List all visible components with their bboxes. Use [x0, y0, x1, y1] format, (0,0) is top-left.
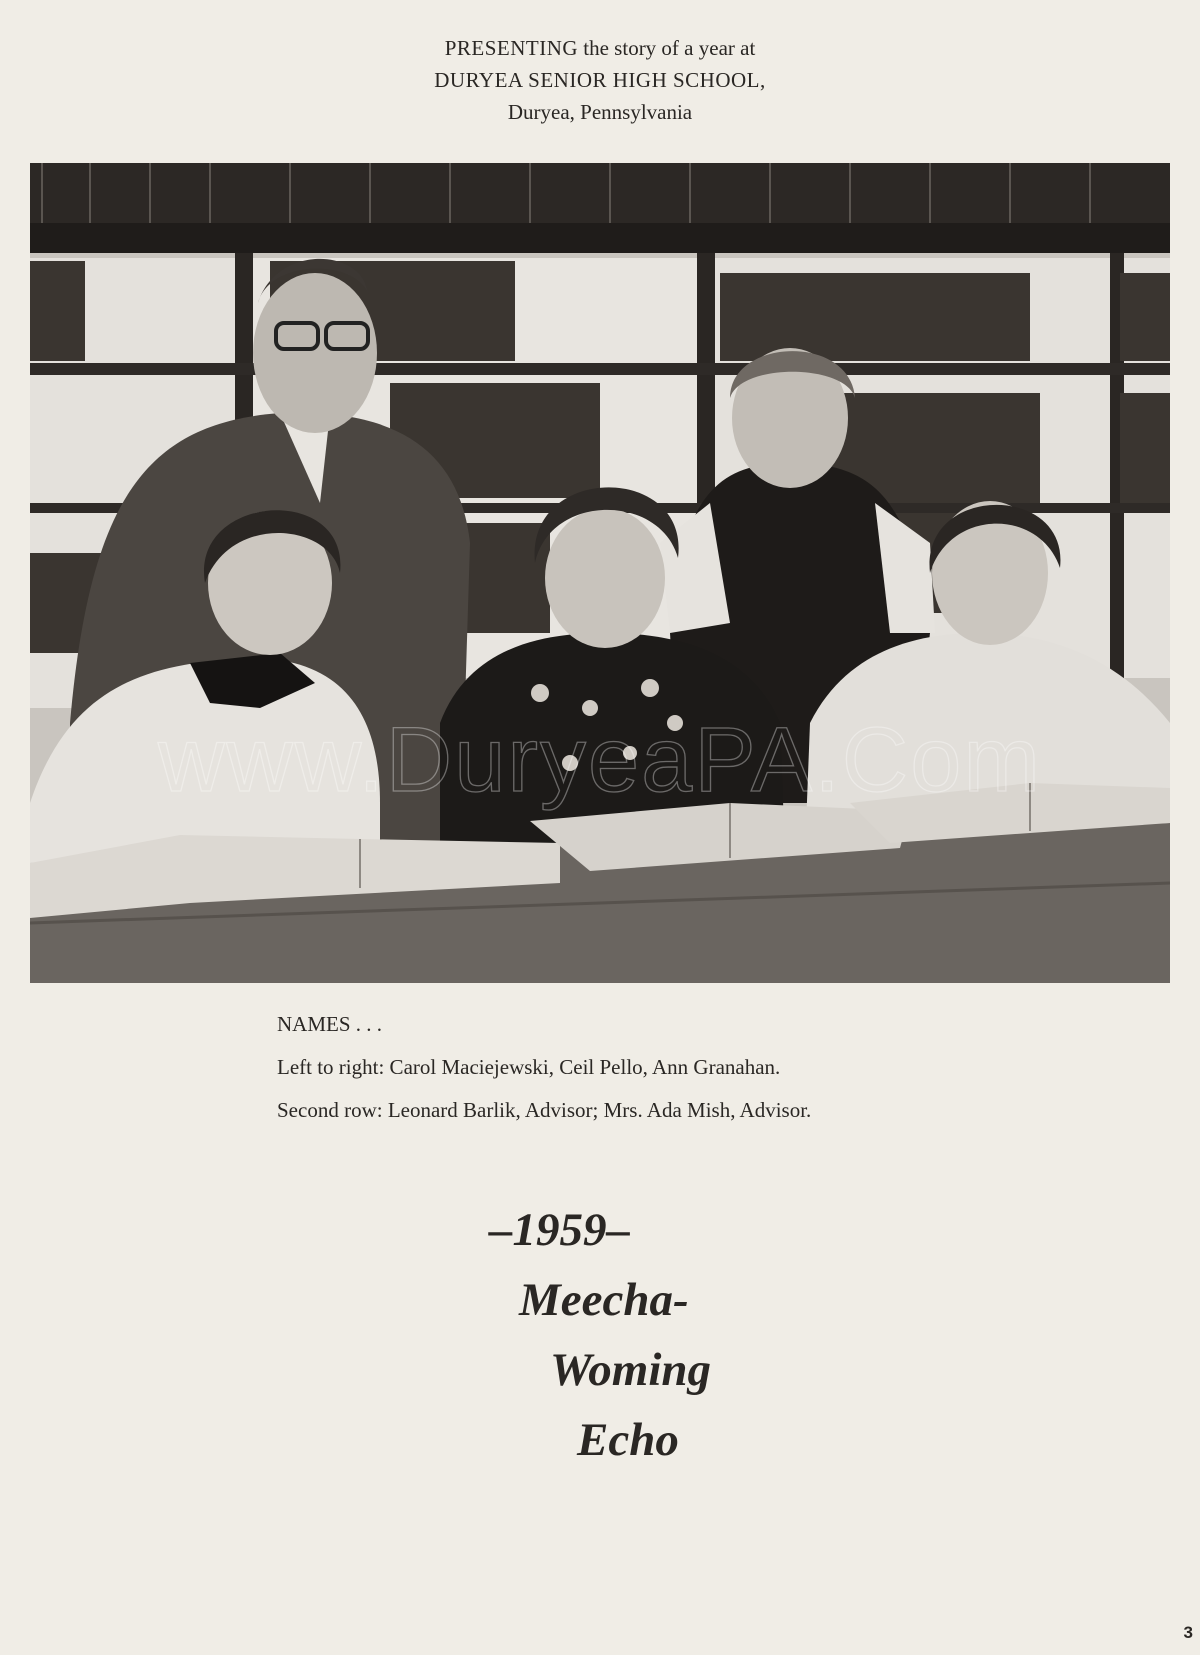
photo-watermark: www.DuryeaPA.Com — [157, 709, 1043, 811]
page-header — [0, 32, 1200, 128]
photo-illustration — [30, 163, 1170, 983]
title-year: –1959– — [489, 1204, 630, 1256]
group-photo — [30, 163, 1170, 983]
header-location: Duryea, Pennsylvania — [507, 100, 693, 124]
caption-heading: NAMES . . . — [277, 1012, 383, 1036]
caption-row-1: Left to right: Carol Maciejewski, Ceil Pello, Ann Granahan. — [277, 1055, 781, 1079]
header-line-1-rest: the story of a year at — [578, 36, 756, 60]
page-number: 3 — [1183, 1623, 1193, 1642]
header-line-1 — [0, 32, 1200, 64]
title-line-1: Meecha- — [519, 1274, 689, 1326]
caption-row-2: Second row: Leonard Barlik, Advisor; Mrs. Ada Mish, Advisor. — [277, 1098, 812, 1122]
header-school-name: DURYEA SENIOR HIGH SCHOOL, — [434, 68, 766, 92]
title-line-2: Woming — [550, 1344, 712, 1396]
title-line-3: Echo — [577, 1414, 679, 1466]
photo-caption — [277, 1003, 811, 1132]
header-presenting: PRESENTING — [444, 36, 579, 60]
